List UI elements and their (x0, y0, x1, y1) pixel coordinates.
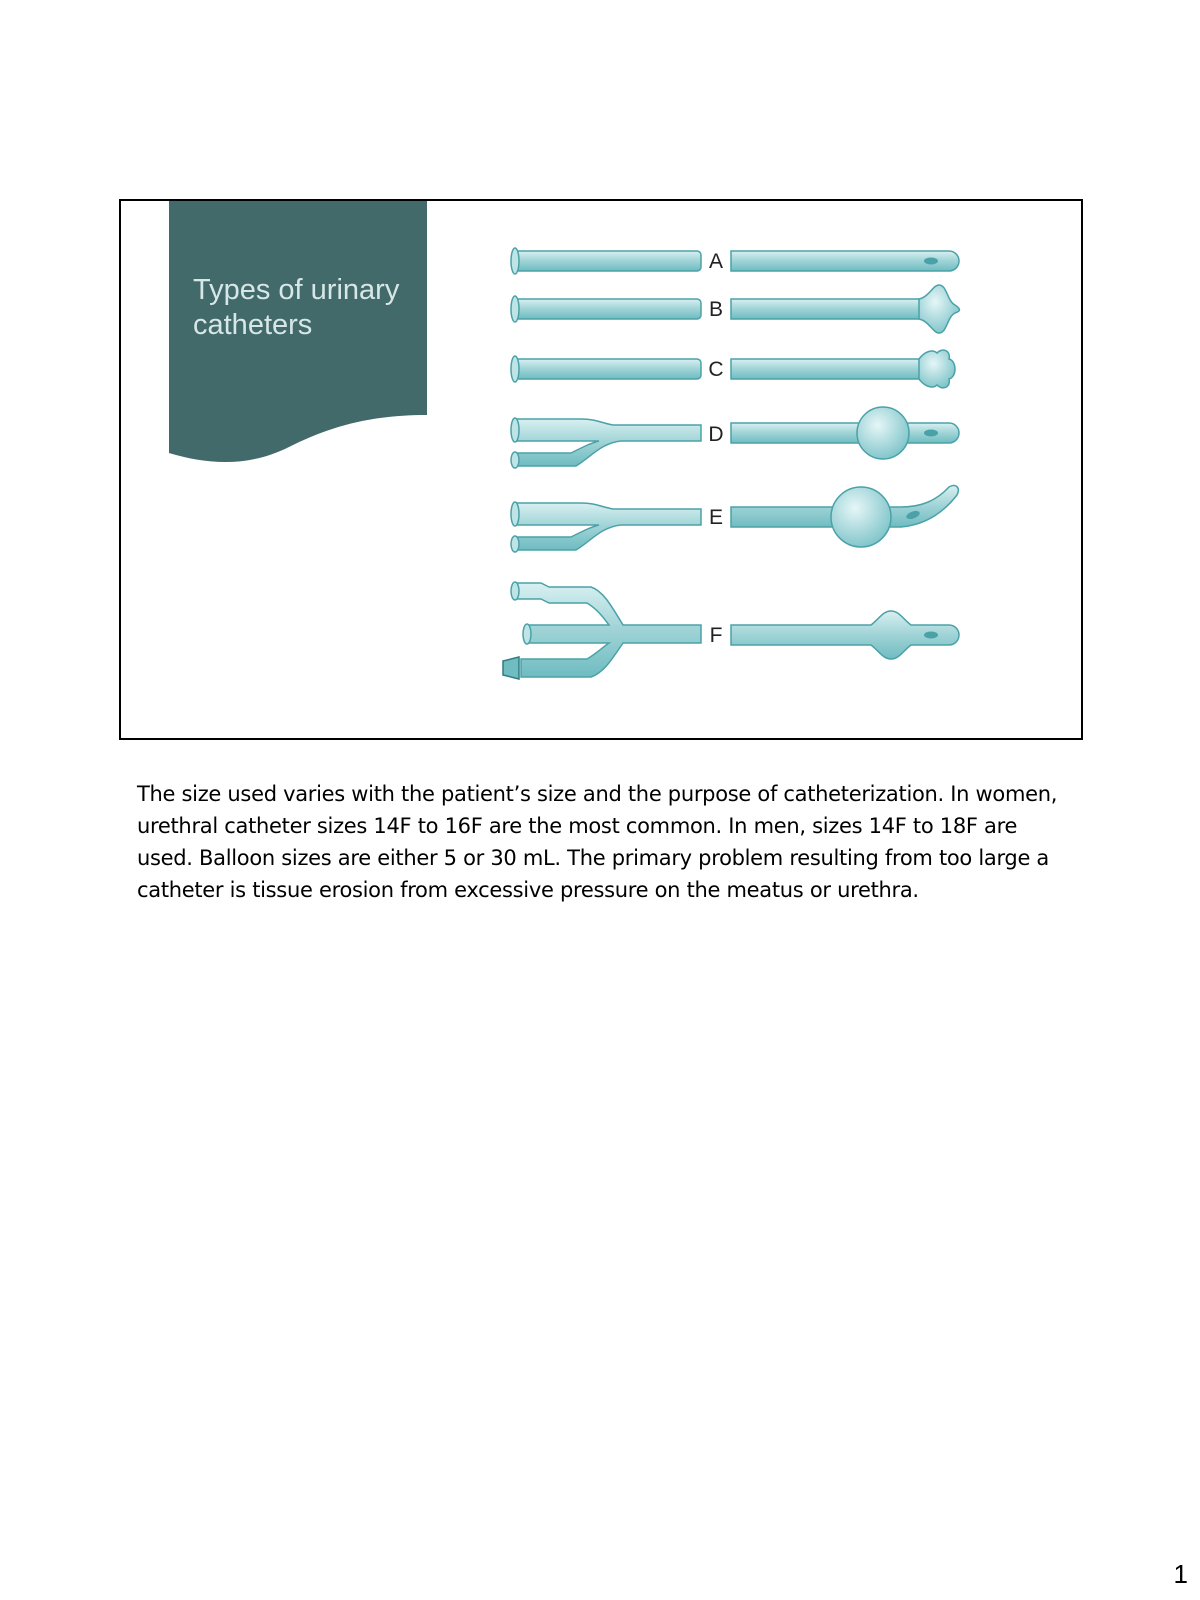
catheter-label-f: F (709, 624, 723, 647)
catheter-e (511, 485, 958, 552)
catheter-a (511, 248, 959, 274)
slide-title: Types of urinary catheters (193, 274, 400, 341)
catheter-diagram (121, 201, 1081, 738)
catheter-d (511, 407, 959, 468)
catheter-b (511, 285, 960, 333)
catheter-label-b: B (708, 298, 724, 321)
catheter-label-c: C (708, 358, 724, 381)
catheter-f (503, 582, 959, 679)
catheter-label-e: E (708, 506, 724, 529)
catheter-c (511, 350, 955, 388)
catheter-label-a: A (708, 250, 724, 273)
speaker-notes: The size used varies with the patient’s size and the purpose of catheterization. In women, urethral catheter sizes 14F to 16F are the most common. In men, sizes 14F to 18F are used. Balloon sizes are either 5 or 30 mL. The primary problem resulting from too large a catheter is tissue erosion from excessive pressure on the meatus or urethra. (137, 782, 1058, 902)
slide-frame (119, 199, 1083, 740)
page-number: 1 (1173, 1559, 1188, 1589)
catheter-label-d: D (708, 423, 724, 446)
